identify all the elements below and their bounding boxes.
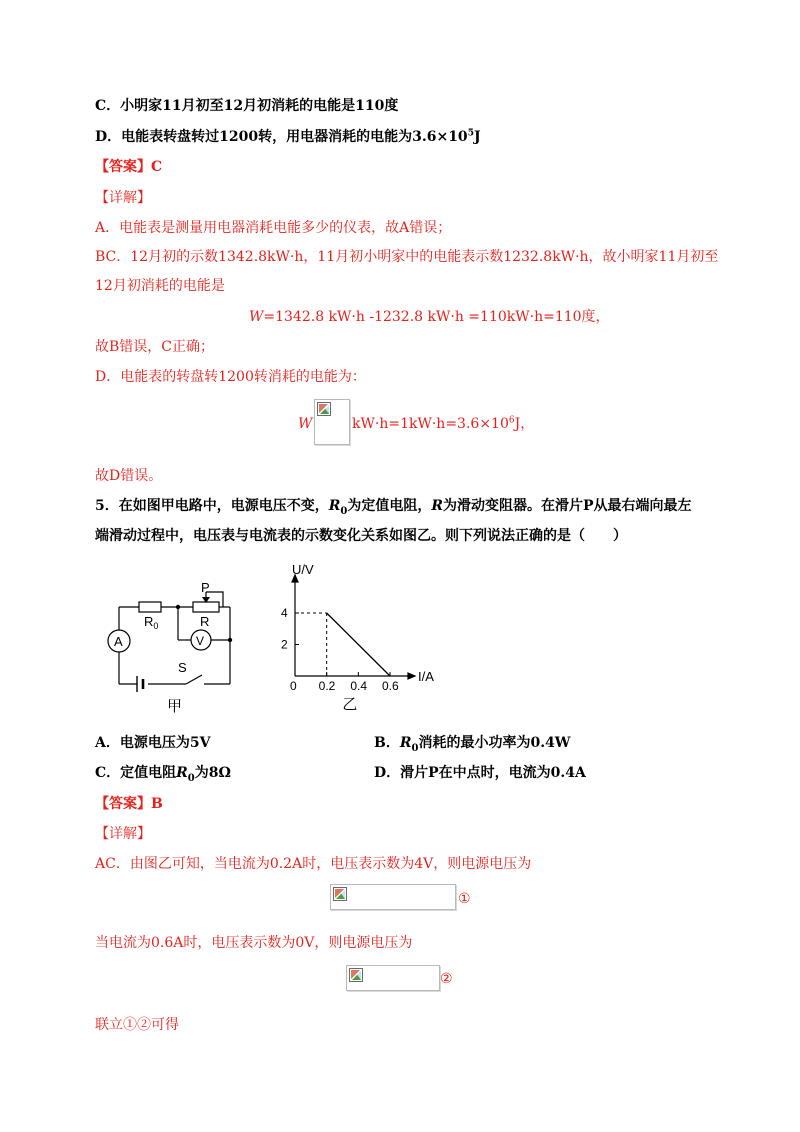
explain-joint: 联立①②可得 [95, 1017, 179, 1033]
circle-mark-1: ① [458, 891, 471, 907]
x-axis-label: I/A [418, 669, 434, 684]
resistor-r0 [139, 602, 161, 612]
explain-a: A．电能表是测量用电器消耗电能多少的仪表，故A错误； [95, 220, 452, 236]
broken-image-icon [333, 887, 347, 901]
label-s: S [178, 660, 187, 675]
explain-06: 当电流为0.6A时，电压表示数为0V，则电源电压为 [95, 935, 413, 951]
x-tick-label: 0.4 [350, 679, 368, 693]
label-r: R [200, 614, 210, 629]
label-v: V [196, 634, 205, 648]
switch-s [186, 675, 202, 684]
answer-label-2: 【答案】B [95, 796, 163, 812]
equation-w1: W=1342.8 kW·h -1232.8 kW·h =110kW·h=110度， [249, 309, 610, 325]
formula-image-placeholder-2 [330, 884, 456, 910]
circuit-diagram [98, 578, 248, 718]
broken-image-icon [317, 402, 331, 416]
explain-bc-line1: BC．12月初的示数1342.8kW·h，11月初小明家中的电能表示数1232.8kW·h，故小明家11月初至 [95, 249, 719, 265]
y-tick-label: 4 [281, 606, 288, 620]
formula-image-placeholder-1 [314, 399, 350, 445]
option-d-line: D．电能表转盘转过1200转，用电器消耗的电能为$3.6\times 10^5J$ [95, 128, 481, 145]
equation-w2-rhs: $kW\cdot h=1kW\cdot h=3.6\times 10^6J$， [352, 415, 535, 432]
label-p: P [201, 580, 210, 595]
equation-w2-lhs: W [298, 416, 313, 432]
question-5-line1: 5．在如图甲电路中，电源电压不变，$R_0$为定值电阻，R为滑动变阻器。在滑片P从最右端向最左 [95, 498, 692, 517]
q5-option-a: A．电源电压为5V [95, 735, 211, 751]
q5-option-b: B．$R_0$消耗的最小功率为0.4W [374, 735, 571, 754]
x-axis-arrow [408, 673, 415, 679]
answer-label-1: 【答案】C [95, 159, 163, 175]
question-5-line2: 端滑动过程中，电压表与电流表的示数变化关系如图乙。则下列说法正确的是（ ） [95, 528, 627, 544]
label-a: A [114, 634, 123, 649]
x-tick-label: 0.2 [318, 679, 336, 693]
option-c-line: C．小明家11月初至12月初消耗的电能是110度 [95, 98, 399, 114]
caption-jia: 甲 [167, 698, 183, 715]
detail-label-1: 【详解】 [95, 190, 151, 206]
y-axis-label: U/V [292, 563, 314, 577]
series-line [327, 613, 390, 676]
circle-mark-2: ② [440, 971, 453, 987]
detail-label-2: 【详解】 [95, 826, 151, 842]
explain-ac: AC．由图乙可知，当电流为0.2A时，电压表示数为4V，则电源电压为 [95, 856, 532, 872]
q5-option-d: D．滑片P在中点时，电流为0.4A [374, 765, 586, 781]
rheostat-r [193, 602, 219, 612]
explain-bc-line2: 12月初消耗的电能是 [95, 278, 225, 294]
explain-bc-line3: 故B错误，C正确； [95, 339, 214, 355]
origin-label: 0 [290, 679, 297, 693]
broken-image-icon [349, 968, 363, 982]
y-tick-label: 2 [281, 637, 288, 652]
explain-d-conclusion: 故D错误。 [95, 468, 163, 484]
x-tick-label: 0.6 [382, 679, 399, 693]
chart-caption: 乙 [342, 696, 358, 713]
q5-option-c: C．定值电阻$R_0$为8Ω [95, 765, 231, 784]
formula-image-placeholder-3 [346, 965, 440, 991]
explain-d: D．电能表的转盘转1200转消耗的电能为： [95, 369, 366, 385]
u-i-chart [270, 563, 450, 718]
label-r0: $R_0$ [144, 614, 159, 631]
